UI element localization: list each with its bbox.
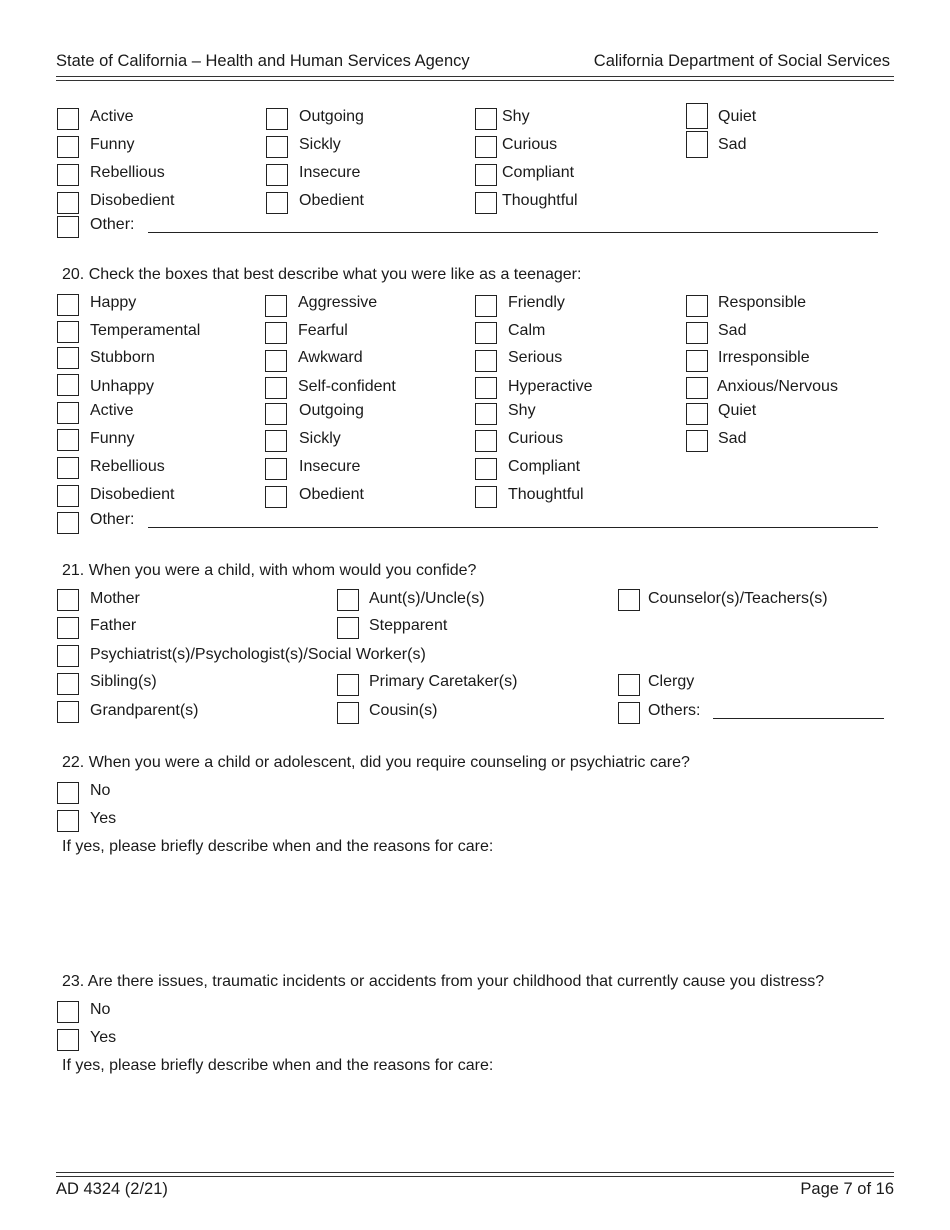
q20-self-confident-label: Self-confident xyxy=(298,378,396,395)
q19-funny-label: Funny xyxy=(90,136,135,153)
q21-primary-caretaker-checkbox[interactable] xyxy=(337,674,359,696)
q20-awkward-checkbox[interactable] xyxy=(265,350,287,372)
q20-friendly-label: Friendly xyxy=(508,294,565,311)
q19-curious-label: Curious xyxy=(502,136,558,153)
q22-yes-label: Yes xyxy=(90,810,117,827)
q20-other-checkbox[interactable] xyxy=(57,512,79,534)
q21-aunt-uncle-checkbox[interactable] xyxy=(337,589,359,611)
q22-followup: If yes, please briefly describe when and the reasons for care: xyxy=(62,838,494,855)
q20-question: 20. Check the boxes that best describe what you were like as a teenager: xyxy=(62,266,582,283)
q20-active-checkbox[interactable] xyxy=(57,402,79,424)
q20-rebellious-label: Rebellious xyxy=(90,458,165,475)
q19-sickly-label: Sickly xyxy=(299,136,341,153)
q19-sickly-checkbox[interactable] xyxy=(266,136,288,158)
q20-obedient-checkbox[interactable] xyxy=(265,486,287,508)
q20-disobedient-checkbox[interactable] xyxy=(57,485,79,507)
q19-rebellious-label: Rebellious xyxy=(90,164,165,181)
q20-temperamental-checkbox[interactable] xyxy=(57,321,79,343)
q20-sickly-label: Sickly xyxy=(299,430,341,447)
q19-shy-label: Shy xyxy=(502,108,530,125)
q20-shy-label: Shy xyxy=(508,402,536,419)
q21-counselor-label: Counselor(s)/Teachers(s) xyxy=(648,590,828,607)
q19-outgoing-checkbox[interactable] xyxy=(266,108,288,130)
q19-funny-checkbox[interactable] xyxy=(57,136,79,158)
q20-unhappy-label: Unhappy xyxy=(90,378,155,395)
q19-outgoing-label: Outgoing xyxy=(299,108,364,125)
q20-funny-checkbox[interactable] xyxy=(57,429,79,451)
footer-rule-top xyxy=(56,1172,894,1173)
q22-yes-checkbox[interactable] xyxy=(57,810,79,832)
q20-friendly-checkbox[interactable] xyxy=(475,295,497,317)
q19-active-label: Active xyxy=(90,108,134,125)
q20-temperamental-label: Temperamental xyxy=(90,322,201,339)
header-department: California Department of Social Services xyxy=(593,52,890,70)
q19-compliant-checkbox[interactable] xyxy=(475,164,497,186)
q19-active-checkbox[interactable] xyxy=(57,108,79,130)
q20-hyperactive-label: Hyperactive xyxy=(508,378,593,395)
q20-insecure-checkbox[interactable] xyxy=(265,458,287,480)
q20-calm-label: Calm xyxy=(508,322,546,339)
q21-others-checkbox[interactable] xyxy=(618,702,640,724)
q20-stubborn-label: Stubborn xyxy=(90,349,155,366)
q22-question: 22. When you were a child or adolescent, did you require counseling or psychiatric care? xyxy=(62,754,690,771)
q20-calm-checkbox[interactable] xyxy=(475,322,497,344)
q20-anxious-nervous-label: Anxious/Nervous xyxy=(717,378,838,395)
q19-quiet-label: Quiet xyxy=(718,108,757,125)
q20-outgoing-label: Outgoing xyxy=(299,402,364,419)
q21-others-line[interactable] xyxy=(713,718,884,719)
q21-others-label: Others: xyxy=(648,702,701,719)
q19-obedient-label: Obedient xyxy=(299,192,364,209)
q21-clergy-label: Clergy xyxy=(648,673,695,690)
header-rule-top xyxy=(56,76,894,77)
header-agency: State of California – Health and Human Services Agency xyxy=(56,52,470,70)
q21-grandparent-checkbox[interactable] xyxy=(57,701,79,723)
q20-happy-label: Happy xyxy=(90,294,137,311)
q19-insecure-label: Insecure xyxy=(299,164,361,181)
q19-shy-checkbox[interactable] xyxy=(475,108,497,130)
q20-thoughtful-label: Thoughtful xyxy=(508,486,584,503)
q20-serious-label: Serious xyxy=(508,349,563,366)
q20-awkward-label: Awkward xyxy=(298,349,363,366)
q20-other-line[interactable] xyxy=(148,527,878,528)
q23-question: 23. Are there issues, traumatic incidents or accidents from your childhood that currently cause you distress? xyxy=(62,973,825,990)
q20-sad-checkbox[interactable] xyxy=(686,322,708,344)
q19-other-checkbox[interactable] xyxy=(57,216,79,238)
q20-sad-2-label: Sad xyxy=(718,430,747,447)
q23-no-checkbox[interactable] xyxy=(57,1001,79,1023)
q20-sickly-checkbox[interactable] xyxy=(265,430,287,452)
q20-obedient-label: Obedient xyxy=(299,486,364,503)
q22-no-label: No xyxy=(90,782,111,799)
q20-quiet-checkbox[interactable] xyxy=(686,403,708,425)
q21-question: 21. When you were a child, with whom would you confide? xyxy=(62,562,477,579)
q19-insecure-checkbox[interactable] xyxy=(266,164,288,186)
q19-disobedient-label: Disobedient xyxy=(90,192,175,209)
q19-quiet-checkbox[interactable] xyxy=(686,103,708,129)
q23-followup: If yes, please briefly describe when and the reasons for care: xyxy=(62,1057,494,1074)
q21-grandparent-label: Grandparent(s) xyxy=(90,702,199,719)
q20-hyperactive-checkbox[interactable] xyxy=(475,377,497,399)
q21-father-checkbox[interactable] xyxy=(57,617,79,639)
q20-anxious-nervous-checkbox[interactable] xyxy=(686,377,708,399)
footer-page-number: Page 7 of 16 xyxy=(800,1180,894,1198)
q19-rebellious-checkbox[interactable] xyxy=(57,164,79,186)
q20-happy-checkbox[interactable] xyxy=(57,294,79,316)
q20-irresponsible-checkbox[interactable] xyxy=(686,350,708,372)
q20-thoughtful-checkbox[interactable] xyxy=(475,486,497,508)
q19-other-line[interactable] xyxy=(148,232,878,233)
q21-aunt-uncle-label: Aunt(s)/Uncle(s) xyxy=(369,590,485,607)
q21-mother-checkbox[interactable] xyxy=(57,589,79,611)
q19-disobedient-checkbox[interactable] xyxy=(57,192,79,214)
q20-insecure-label: Insecure xyxy=(299,458,361,475)
q22-no-checkbox[interactable] xyxy=(57,782,79,804)
q23-yes-label: Yes xyxy=(90,1029,117,1046)
q19-compliant-label: Compliant xyxy=(502,164,575,181)
q21-mother-label: Mother xyxy=(90,590,140,607)
q21-primary-caretaker-label: Primary Caretaker(s) xyxy=(369,673,518,690)
q20-shy-checkbox[interactable] xyxy=(475,403,497,425)
q19-curious-checkbox[interactable] xyxy=(475,136,497,158)
q20-active-label: Active xyxy=(90,402,134,419)
q21-sibling-label: Sibling(s) xyxy=(90,673,157,690)
q21-cousin-checkbox[interactable] xyxy=(337,702,359,724)
q21-psychiatrist-label: Psychiatrist(s)/Psychologist(s)/Social Worker(s) xyxy=(90,646,426,663)
q19-sad-label: Sad xyxy=(718,136,747,153)
q20-aggressive-label: Aggressive xyxy=(298,294,378,311)
q20-compliant-label: Compliant xyxy=(508,458,581,475)
q20-curious-label: Curious xyxy=(508,430,564,447)
q21-stepparent-checkbox[interactable] xyxy=(337,617,359,639)
q23-no-label: No xyxy=(90,1001,111,1018)
q20-serious-checkbox[interactable] xyxy=(475,350,497,372)
q20-fearful-label: Fearful xyxy=(298,322,348,339)
q19-sad-checkbox[interactable] xyxy=(686,131,708,158)
q21-clergy-checkbox[interactable] xyxy=(618,674,640,696)
header-rule-bottom xyxy=(56,80,894,81)
q20-disobedient-label: Disobedient xyxy=(90,486,175,503)
q19-thoughtful-checkbox[interactable] xyxy=(475,192,497,214)
footer-form-id: AD 4324 (2/21) xyxy=(56,1180,168,1198)
q21-psychiatrist-checkbox[interactable] xyxy=(57,645,79,667)
q20-stubborn-checkbox[interactable] xyxy=(57,347,79,369)
q20-unhappy-checkbox[interactable] xyxy=(57,374,79,396)
q20-quiet-label: Quiet xyxy=(718,402,757,419)
q19-obedient-checkbox[interactable] xyxy=(266,192,288,214)
q19-thoughtful-label: Thoughtful xyxy=(502,192,578,209)
q21-counselor-checkbox[interactable] xyxy=(618,589,640,611)
q20-other-label: Other: xyxy=(90,511,135,528)
q23-yes-checkbox[interactable] xyxy=(57,1029,79,1051)
q20-irresponsible-label: Irresponsible xyxy=(718,349,810,366)
q20-funny-label: Funny xyxy=(90,430,135,447)
q20-curious-checkbox[interactable] xyxy=(475,430,497,452)
q19-other-label: Other: xyxy=(90,216,135,233)
q20-sad-label: Sad xyxy=(718,322,747,339)
q20-sad-2-checkbox[interactable] xyxy=(686,430,708,452)
q21-cousin-label: Cousin(s) xyxy=(369,702,438,719)
q20-outgoing-checkbox[interactable] xyxy=(265,403,287,425)
q20-fearful-checkbox[interactable] xyxy=(265,322,287,344)
footer-rule-bottom xyxy=(56,1176,894,1177)
q20-aggressive-checkbox[interactable] xyxy=(265,295,287,317)
q20-responsible-checkbox[interactable] xyxy=(686,295,708,317)
q21-sibling-checkbox[interactable] xyxy=(57,673,79,695)
q20-rebellious-checkbox[interactable] xyxy=(57,457,79,479)
q21-stepparent-label: Stepparent xyxy=(369,617,448,634)
q20-compliant-checkbox[interactable] xyxy=(475,458,497,480)
q21-father-label: Father xyxy=(90,617,137,634)
q20-self-confident-checkbox[interactable] xyxy=(265,377,287,399)
q20-responsible-label: Responsible xyxy=(718,294,807,311)
